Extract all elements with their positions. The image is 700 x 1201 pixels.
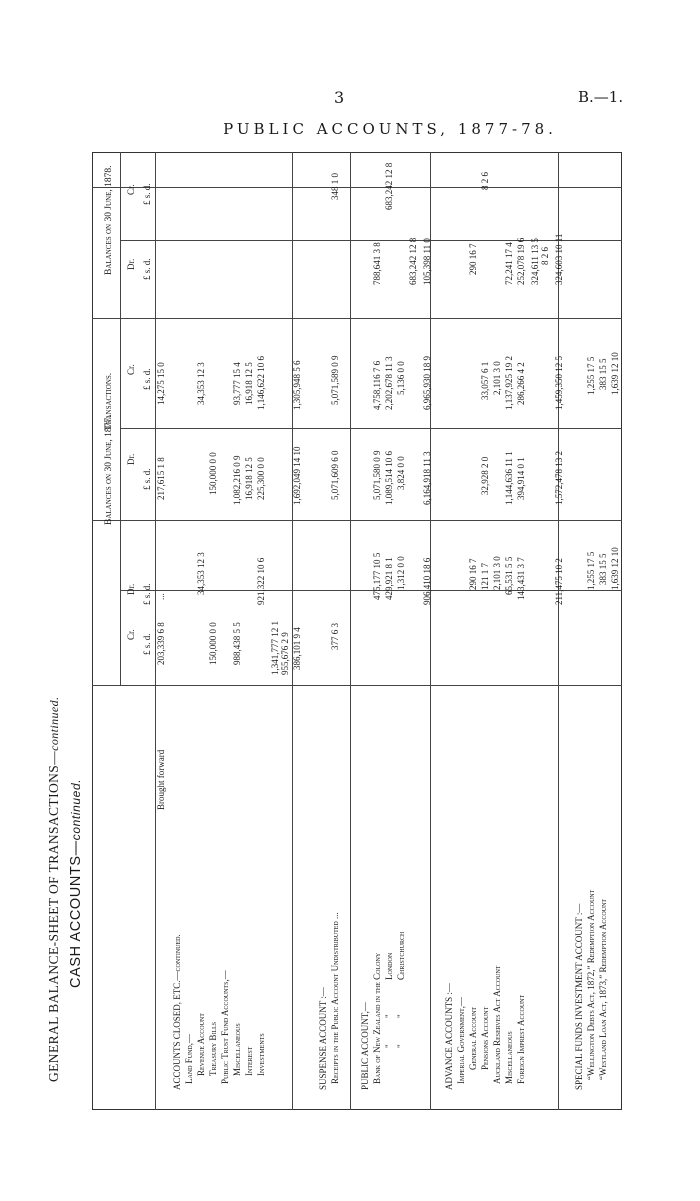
label-land-fund: Land Fund,— [184,1033,194,1084]
christchurch-b77-dr: 1,312 0 0 [396,556,406,590]
brought-forward-b77-dr: ... [156,593,166,600]
interest-tr-cr: 16,918 12 5 [244,362,254,405]
section-public-account: PUBLIC ACCOUNT,— [360,1002,370,1090]
closed-total-tr-dr: 1,692,049 14 10 [292,446,302,505]
label-general-account: General Account [468,1006,478,1070]
brought-forward-tr-dr: 217,615 1 8 [156,457,166,500]
wellington-tr-cr: 1,255 17 5 [586,356,596,395]
advance-total-b77-dr: 211,475 10 2 [554,558,564,605]
section-advance-accounts: ADVANCE ACCOUNTS :— [444,983,454,1090]
bnz-colony-tr-cr: 4,758,116 7 6 [372,360,382,410]
label-pensions-account: Pensions Account [480,1006,490,1070]
auckland-tr-cr: 2,101 3 0 [492,361,502,395]
closed-subtotal-b: 955,676 2 9 [280,632,290,675]
london-tr-cr: 2,202,678 11 3 [384,356,394,410]
pensions-b77-dr: 121 1 7 [480,563,490,590]
special-total-b77-dr: 1,639 12 10 [610,547,620,590]
label-miscellaneous: Miscellaneous [232,1023,242,1076]
misc-tr-cr: 93,777 15 4 [232,362,242,405]
revenue-tr-cr: 34,353 12 3 [196,362,206,405]
public-sub-b78-dr: 683,242 12 8 [408,237,418,285]
page-number: 3 [334,88,345,107]
ditto-mark-1: " [384,1044,394,1048]
treasury-tr-dr: 150,000 0 0 [208,452,218,495]
header-transactions: Transactions. [104,372,114,430]
misc-advance-b77-dr: 65,531 5 5 [504,556,514,595]
brought-forward-label: Brought forward [156,749,166,810]
investments-tr-cr: 1,146,622 10 6 [256,356,266,410]
sheet-title: GENERAL BALANCE-SHEET OF TRANSACTIONS—continued. [46,696,61,1082]
london-b77-dr: 429,921 8 1 [384,557,394,600]
advance-total-tr-cr: 1,459,350 12 5 [554,356,564,410]
label-london: London [384,952,394,980]
unit-tr-dr: £ s. d. [142,468,152,490]
advance-sub-b78-dr: 324,611 13 5 [530,238,540,285]
ditto-mark-4: " [396,1014,406,1018]
label-receipts-undistributed: Receipts in the Public Account Undistributed ... [330,912,340,1084]
header-b77-cr: Cr. [126,629,136,640]
misc-tr-dr: 1,082,216 0 9 [232,455,242,505]
suspense-tr-cr: 5,071,589 0 9 [330,355,340,405]
revenue-b77-dr: 34,353 12 3 [196,552,206,595]
foreign-b78-dr: 252,078 19 6 [516,237,526,285]
label-interest: Interest [244,1046,254,1076]
advance-total-b78-dr: 324,603 10 11 [554,233,564,285]
suspense-tr-dr: 5,071,609 6 0 [330,450,340,500]
public-total-tr-cr: 6,965,930 18 9 [422,356,432,410]
foreign-b77-dr: 143,431 3 7 [516,557,526,600]
section-suspense: SUSPENSE ACCOUNT :— [318,987,328,1090]
unit-tr-cr: £ s. d. [142,368,152,390]
unit-b78-cr: £ s. d. [142,183,152,205]
closed-total-b77-cr: 386,101 9 4 [292,627,302,670]
header-tr-dr: Dr. [126,453,136,465]
unit-b77-dr: £ s. d. [142,583,152,605]
header-b78-dr: Dr. [126,258,136,270]
section-special-funds: SPECIAL FUNDS INVESTMENT ACCOUNT :— [574,903,584,1090]
unit-b77-cr: £ s. d. [142,633,152,655]
label-revenue-account: Revenue Account [196,1013,206,1076]
auckland-b77-dr: 2,101 3 0 [492,556,502,590]
misc-advance-tr-cr: 1,137,925 19 2 [504,356,514,410]
header-balances-1877: Balances on 30 June, 1877. [104,415,114,525]
christchurch-tr-dr: 3,824 0 0 [396,456,406,490]
label-christchurch: Christchurch [396,931,406,980]
bnz-colony-tr-dr: 5,071,580 0 9 [372,450,382,500]
section-accounts-closed: ACCOUNTS CLOSED, ETC.—continued. [172,934,182,1090]
christchurch-tr-cr: 5,136 0 0 [396,361,406,395]
document-reference: B.—1. [578,88,624,106]
interest-tr-dr: 16,918 12 5 [244,457,254,500]
westland-b77-dr: 383 15 5 [598,553,608,585]
public-total-tr-dr: 6,164,918 11 3 [422,451,432,505]
label-foreign-imprest: Foreign Imprest Account [516,994,526,1084]
foreign-tr-dr: 394,914 0 1 [516,457,526,500]
public-total-b77-dr: 906,410 18 6 [422,557,432,605]
header-balances-1878: Balances on 30 June, 1878. [104,165,114,275]
suspense-b77-cr: 377 6 3 [330,623,340,650]
header-tr-cr: Cr. [126,364,136,375]
unit-b78-dr: £ s. d. [142,258,152,280]
bnz-colony-b78-dr: 788,641 3 8 [372,242,382,285]
label-bnz-colony: Bank of New Zealand in the Colony [372,952,382,1084]
advance-total-tr-dr: 1,572,478 13 2 [554,451,564,505]
suspense-b78-cr: 348 1 0 [330,173,340,200]
misc-advance-b78-dr: 72,241 17 4 [504,242,514,285]
special-total-tr-cr: 1,639 12 10 [610,352,620,395]
label-wellington-debts: “Wellington Debts Act, 1872,” Redemption Account [586,889,596,1080]
balance-sheet-table [92,152,622,1110]
label-westland-loan: “Westland Loan Act, 1873,” Redemption Account [598,898,608,1080]
closed-total-tr-cr: 1,305,948 5 6 [292,360,302,410]
misc-b77-cr: 988,438 5 5 [232,622,242,665]
london-b78-cr: 683,242 12 8 [384,162,394,210]
pensions-tr-dr: 32,928 2 0 [480,456,490,495]
header-b78-cr: Cr. [126,184,136,195]
investments-b77-dr: 921,322 10 6 [256,557,266,605]
general-b77-dr: 290 16 7 [468,558,478,590]
header-b77-dr: Dr. [126,583,136,595]
label-imperial-government: Imperial Government,— [456,997,466,1084]
bnz-colony-b77-dr: 475,177 10 5 [372,552,382,600]
treasury-b77-cr: 150,000 0 0 [208,622,218,665]
ditto-mark-2: " [384,1014,394,1018]
label-miscellaneous-advance: Miscellaneous [504,1031,514,1084]
label-treasury-bills: Treasury Bills [208,1021,218,1076]
foreign-tr-cr: 286,266 4 2 [516,362,526,405]
ditto-mark-3: " [396,1044,406,1048]
closed-subtotal-a: 1,341,777 12 1 [270,621,280,675]
pensions-tr-cr: 33,057 6 1 [480,361,490,400]
advance-pensions-b78-dr: 8 2 6 [540,247,550,265]
london-tr-dr: 1,089,514 10 6 [384,451,394,505]
westland-tr-cr: 383 15 5 [598,358,608,390]
brought-forward-tr-cr: 14,275 15 0 [156,362,166,405]
sheet-subtitle: CASH ACCOUNTS—continued. [68,778,84,988]
pensions-b78-cr: 8 2 6 [480,172,490,190]
misc-advance-tr-dr: 1,144,636 11 1 [504,451,514,505]
page-title: PUBLIC ACCOUNTS, 1877-78. [223,120,557,138]
label-auckland-reserves: Auckland Reserves Act Account [492,965,502,1084]
wellington-b77-dr: 1,255 17 5 [586,551,596,590]
label-public-trust-fund: Public Trust Fund Accounts,— [220,970,230,1084]
public-total-b78-dr: 105,398 11 0 [422,238,432,285]
general-b78-dr: 290 16 7 [468,243,478,275]
brought-forward-b77-cr: 203,339 6 8 [156,622,166,665]
label-investments: Investments [256,1033,266,1076]
investments-tr-dr: 225,300 0 0 [256,457,266,500]
